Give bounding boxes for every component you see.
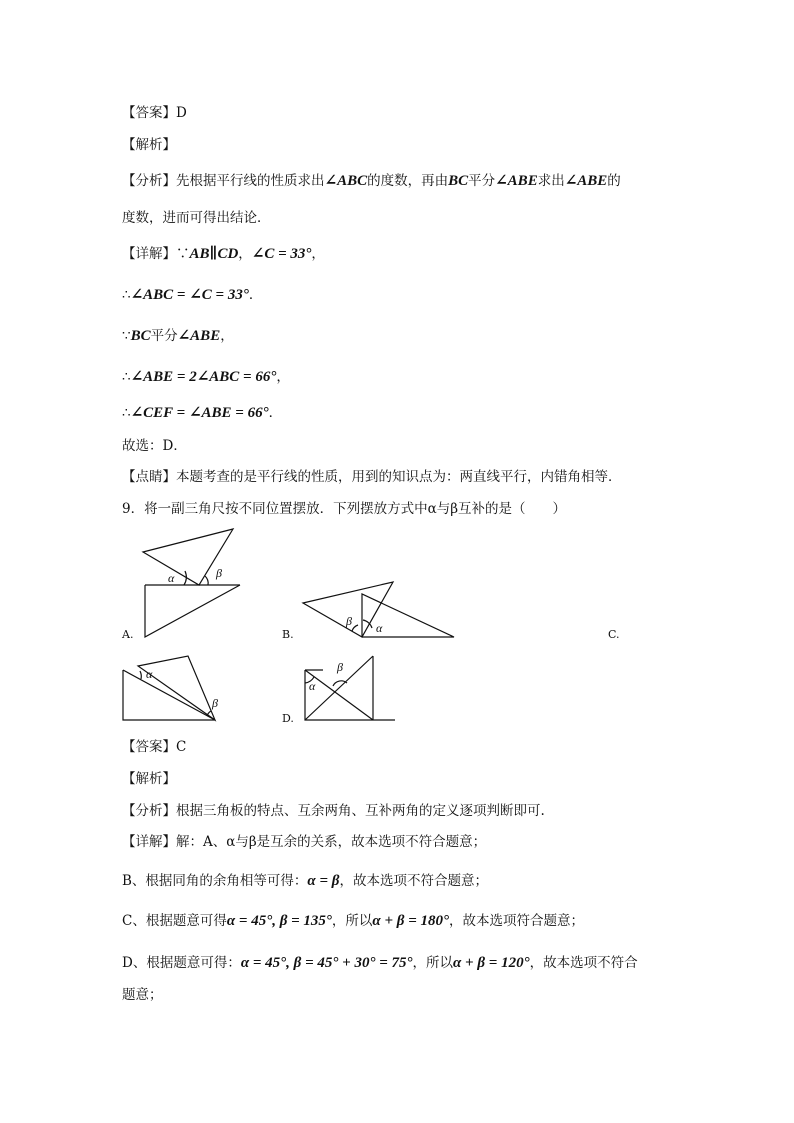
detail-b-post: ，故本选项不符合题意；: [339, 873, 488, 889]
therefore-symbol: ∴: [122, 369, 131, 385]
option-a-label: A.: [122, 628, 134, 641]
q9-detail-c: [122, 912, 584, 930]
sep: ，: [238, 246, 252, 262]
math-angle-abc: ∠ABC: [324, 173, 368, 189]
detail-d-pre: D、根据题意可得：: [122, 955, 241, 971]
q9-detail-a: 【详解】解：A、α与β是互余的关系，故本选项不符合题意；: [122, 834, 487, 850]
figure-d-beta-arc: [333, 681, 347, 686]
math-c-sum: α + β = 180°: [372, 913, 449, 929]
fenxi-text-5: 的: [607, 173, 621, 189]
q8-answer: 【答案】D: [122, 105, 187, 121]
figure-c-beta-label: β: [212, 696, 218, 710]
q8-fenxi-cont: 度数，进而可得出结论．: [122, 210, 271, 226]
detail-c-post: ，故本选项符合题意；: [449, 913, 584, 929]
q9-analysis-title: 【解析】: [122, 771, 176, 787]
q9-fenxi: 【分析】根据三角板的特点、互余两角、互补两角的定义逐项判断即可.: [122, 803, 545, 819]
figure-b-alpha-label: α: [376, 621, 383, 635]
punct: ，: [276, 369, 290, 385]
punct: ，: [220, 328, 234, 344]
detail-c-mid: ，所以: [331, 913, 373, 929]
therefore-symbol: ∴: [122, 287, 131, 303]
q9-detail-d: [122, 954, 638, 972]
q9-detail-b: [122, 872, 488, 890]
therefore-symbol: ∴: [122, 405, 131, 421]
figure-d-beta-label: β: [337, 660, 343, 674]
q9-detail-d-cont: 题意；: [122, 987, 163, 1003]
math-d-values: α = 45°, β = 45° + 30° = 75°: [240, 955, 413, 971]
xiangjie-label: 【详解】: [122, 246, 176, 262]
punct: ．: [248, 287, 263, 303]
q8-analysis-title: 【解析】: [122, 137, 176, 153]
figure-d-diagonal-1: [305, 670, 373, 720]
math-ab-parallel-cd: AB∥CD: [189, 246, 239, 262]
figure-b-beta-label: β: [346, 614, 352, 628]
math-bc: BC: [130, 328, 151, 344]
math-angle-abe: ∠ABE: [177, 328, 221, 344]
math-angle-abe-2: ∠ABE: [564, 173, 608, 189]
math-cef-eq: ∠CEF = ∠ABE = 66°: [130, 405, 269, 421]
figure-a-beta-label: β: [216, 566, 222, 580]
math-alpha-eq-beta: α = β: [307, 873, 340, 889]
fenxi-text-2: 的度数，再由: [367, 173, 449, 189]
punct: ，: [311, 246, 325, 262]
q9-stem: 9．将一副三角尺按不同位置摆放．下列摆放方式中α与β互补的是（ ）: [122, 501, 567, 517]
math-d-sum: α + β = 120°: [453, 955, 530, 971]
math-c-values: α = 45°, β = 135°: [226, 913, 332, 929]
punct: ．: [268, 405, 283, 421]
math-abe-eq: ∠ABE = 2∠ABC = 66°: [130, 369, 277, 385]
q8-dianjing: 【点睛】本题考查的是平行线的性质，用到的知识点为：两直线平行，内错角相等．: [122, 469, 622, 485]
option-c-label: C.: [608, 628, 620, 641]
because-symbol: ∵: [176, 246, 190, 262]
option-b-label: B.: [282, 628, 294, 641]
fenxi-text-4: 求出: [537, 173, 565, 189]
detail-d-post: ，故本选项不符合: [529, 955, 638, 971]
fenxi-label: 【分析】: [122, 173, 176, 189]
math-bc: BC: [448, 173, 469, 189]
q9-answer: 【答案】C: [122, 739, 187, 755]
math-angle-c: ∠C = 33°: [251, 246, 312, 262]
detail-d-mid: ，所以: [412, 955, 453, 971]
detail-b-pre: B、根据同角的余角相等可得：: [122, 873, 308, 889]
because-symbol: ∵: [122, 328, 131, 344]
figure-d-alpha-label: α: [309, 679, 316, 693]
q8-choice: 故选：D．: [122, 438, 187, 454]
figure-c-alpha-label: α: [146, 667, 153, 681]
math-angle-abe: ∠ABE: [495, 173, 538, 189]
fenxi-text-1: 先根据平行线的性质求出: [176, 173, 325, 189]
option-d-label: D.: [282, 712, 294, 725]
fenxi-text-3: 平分: [468, 173, 496, 189]
figure-a-alpha-label: α: [168, 571, 175, 585]
math-abc-eq-c: ∠ABC = ∠C = 33°: [130, 287, 249, 303]
text-pingfen: 平分: [150, 328, 178, 344]
detail-c-pre: C、根据题意可得: [122, 913, 227, 929]
